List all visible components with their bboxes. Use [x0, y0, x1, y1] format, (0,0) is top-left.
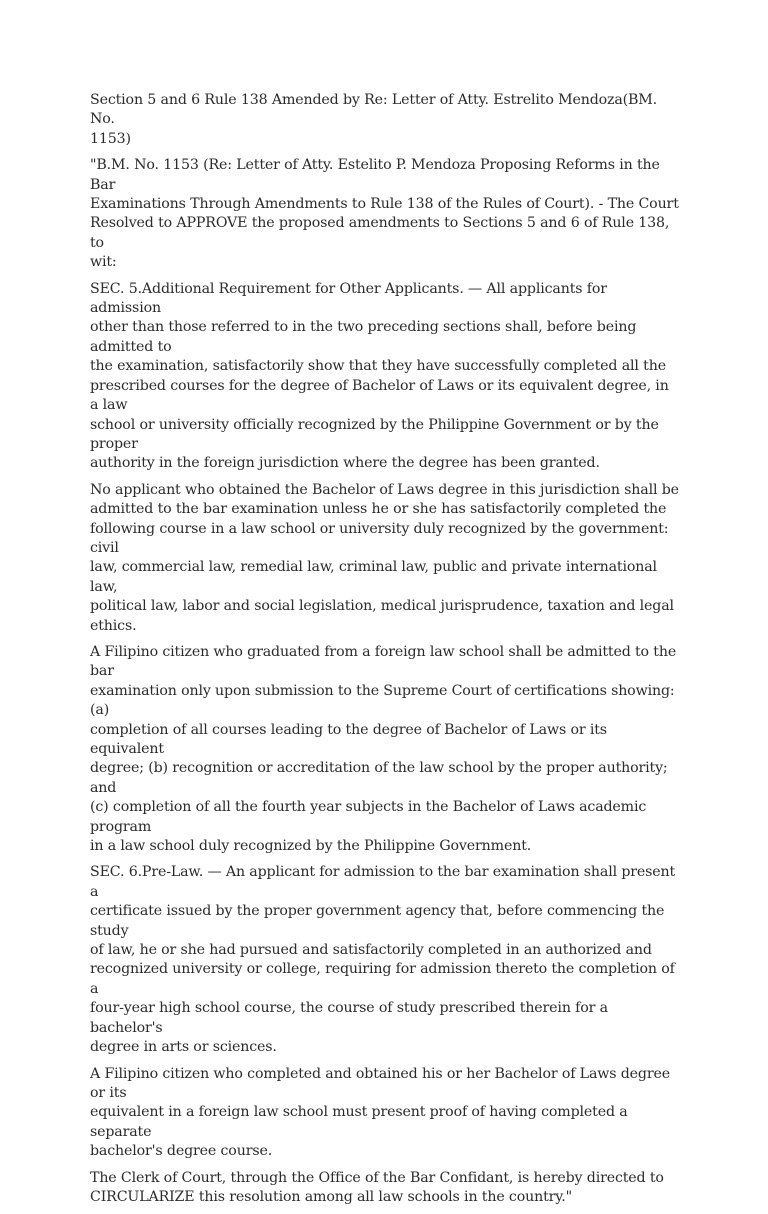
document-body: [90, 91, 680, 1214]
paragraph-resolution-intro: "B.M. No. 1153 (Re: Letter of Atty. Estelito P. Mendoza Proposing Reforms in the Bar Examinations Through Amendments to Rule 138 of the Rules of Court). - The Court Resolved to APPROVE the proposed amendments to Sections 5 and 6 of Rule 138, to wit:: [90, 157, 679, 271]
paragraph-sec5-local-courses: No applicant who obtained the Bachelor of Laws degree in this jurisdiction shall be admitted to the bar examination unless he or she has satisfactorily completed the following course in a law school or university duly recognized by the government: civil law, commercial law, remedial law, criminal law, public and private international law, political law, labor and social legislation, medical jurisprudence, taxation and legal ethics.: [90, 481, 679, 634]
paragraph-circularize: The Clerk of Court, through the Office of the Bar Confidant, is hereby directed to CIRCULARIZE this resolution among all law schools in the country.": [90, 1169, 664, 1205]
paragraph-sec5-foreign-graduate: A Filipino citizen who graduated from a foreign law school shall be admitted to the bar examination only upon submission to the Supreme Court of certifications showing: (a) completion of all courses leading to the degree of Bachelor of Laws or its equivalent degree; (b) recognition or accreditation of the law school by the proper authority; and (c) completion of all the fourth year subjects in the Bachelor of Laws academic program in a law school duly recognized by the Philippine Government.: [90, 643, 677, 855]
paragraph-sec6-pre-law: SEC. 6.Pre-Law. — An applicant for admission to the bar examination shall present a certificate issued by the proper government agency that, before commencing the study of law, he or she had pursued and satisfactorily completed in an authorized and recognized university or college, requiring for admission thereto the completion of a four-year high school course, the course of study prescribed therein for a bachelor's degree in arts or sciences.: [90, 864, 676, 1056]
paragraph-sec6-foreign-degree: A Filipino citizen who completed and obtained his or her Bachelor of Laws degree or its equivalent in a foreign law school must present proof of having completed a separate bachelor's degree course.: [90, 1065, 670, 1160]
document-title: Section 5 and 6 Rule 138 Amended by Re: Letter of Atty. Estrelito Mendoza(BM. No. 1153): [90, 92, 658, 147]
paragraph-sec5-requirement: SEC. 5.Additional Requirement for Other Applicants. — All applicants for admission other than those referred to in the two preceding sections shall, before being admitted to the examination, satisfactorily show that they have successfully completed all the prescribed courses for the degree of Bachelor of Laws or its equivalent degree, in a law school or university officially recognized by the Philippine Government or by the proper authority in the foreign jurisdiction where the degree has been granted.: [90, 280, 669, 472]
